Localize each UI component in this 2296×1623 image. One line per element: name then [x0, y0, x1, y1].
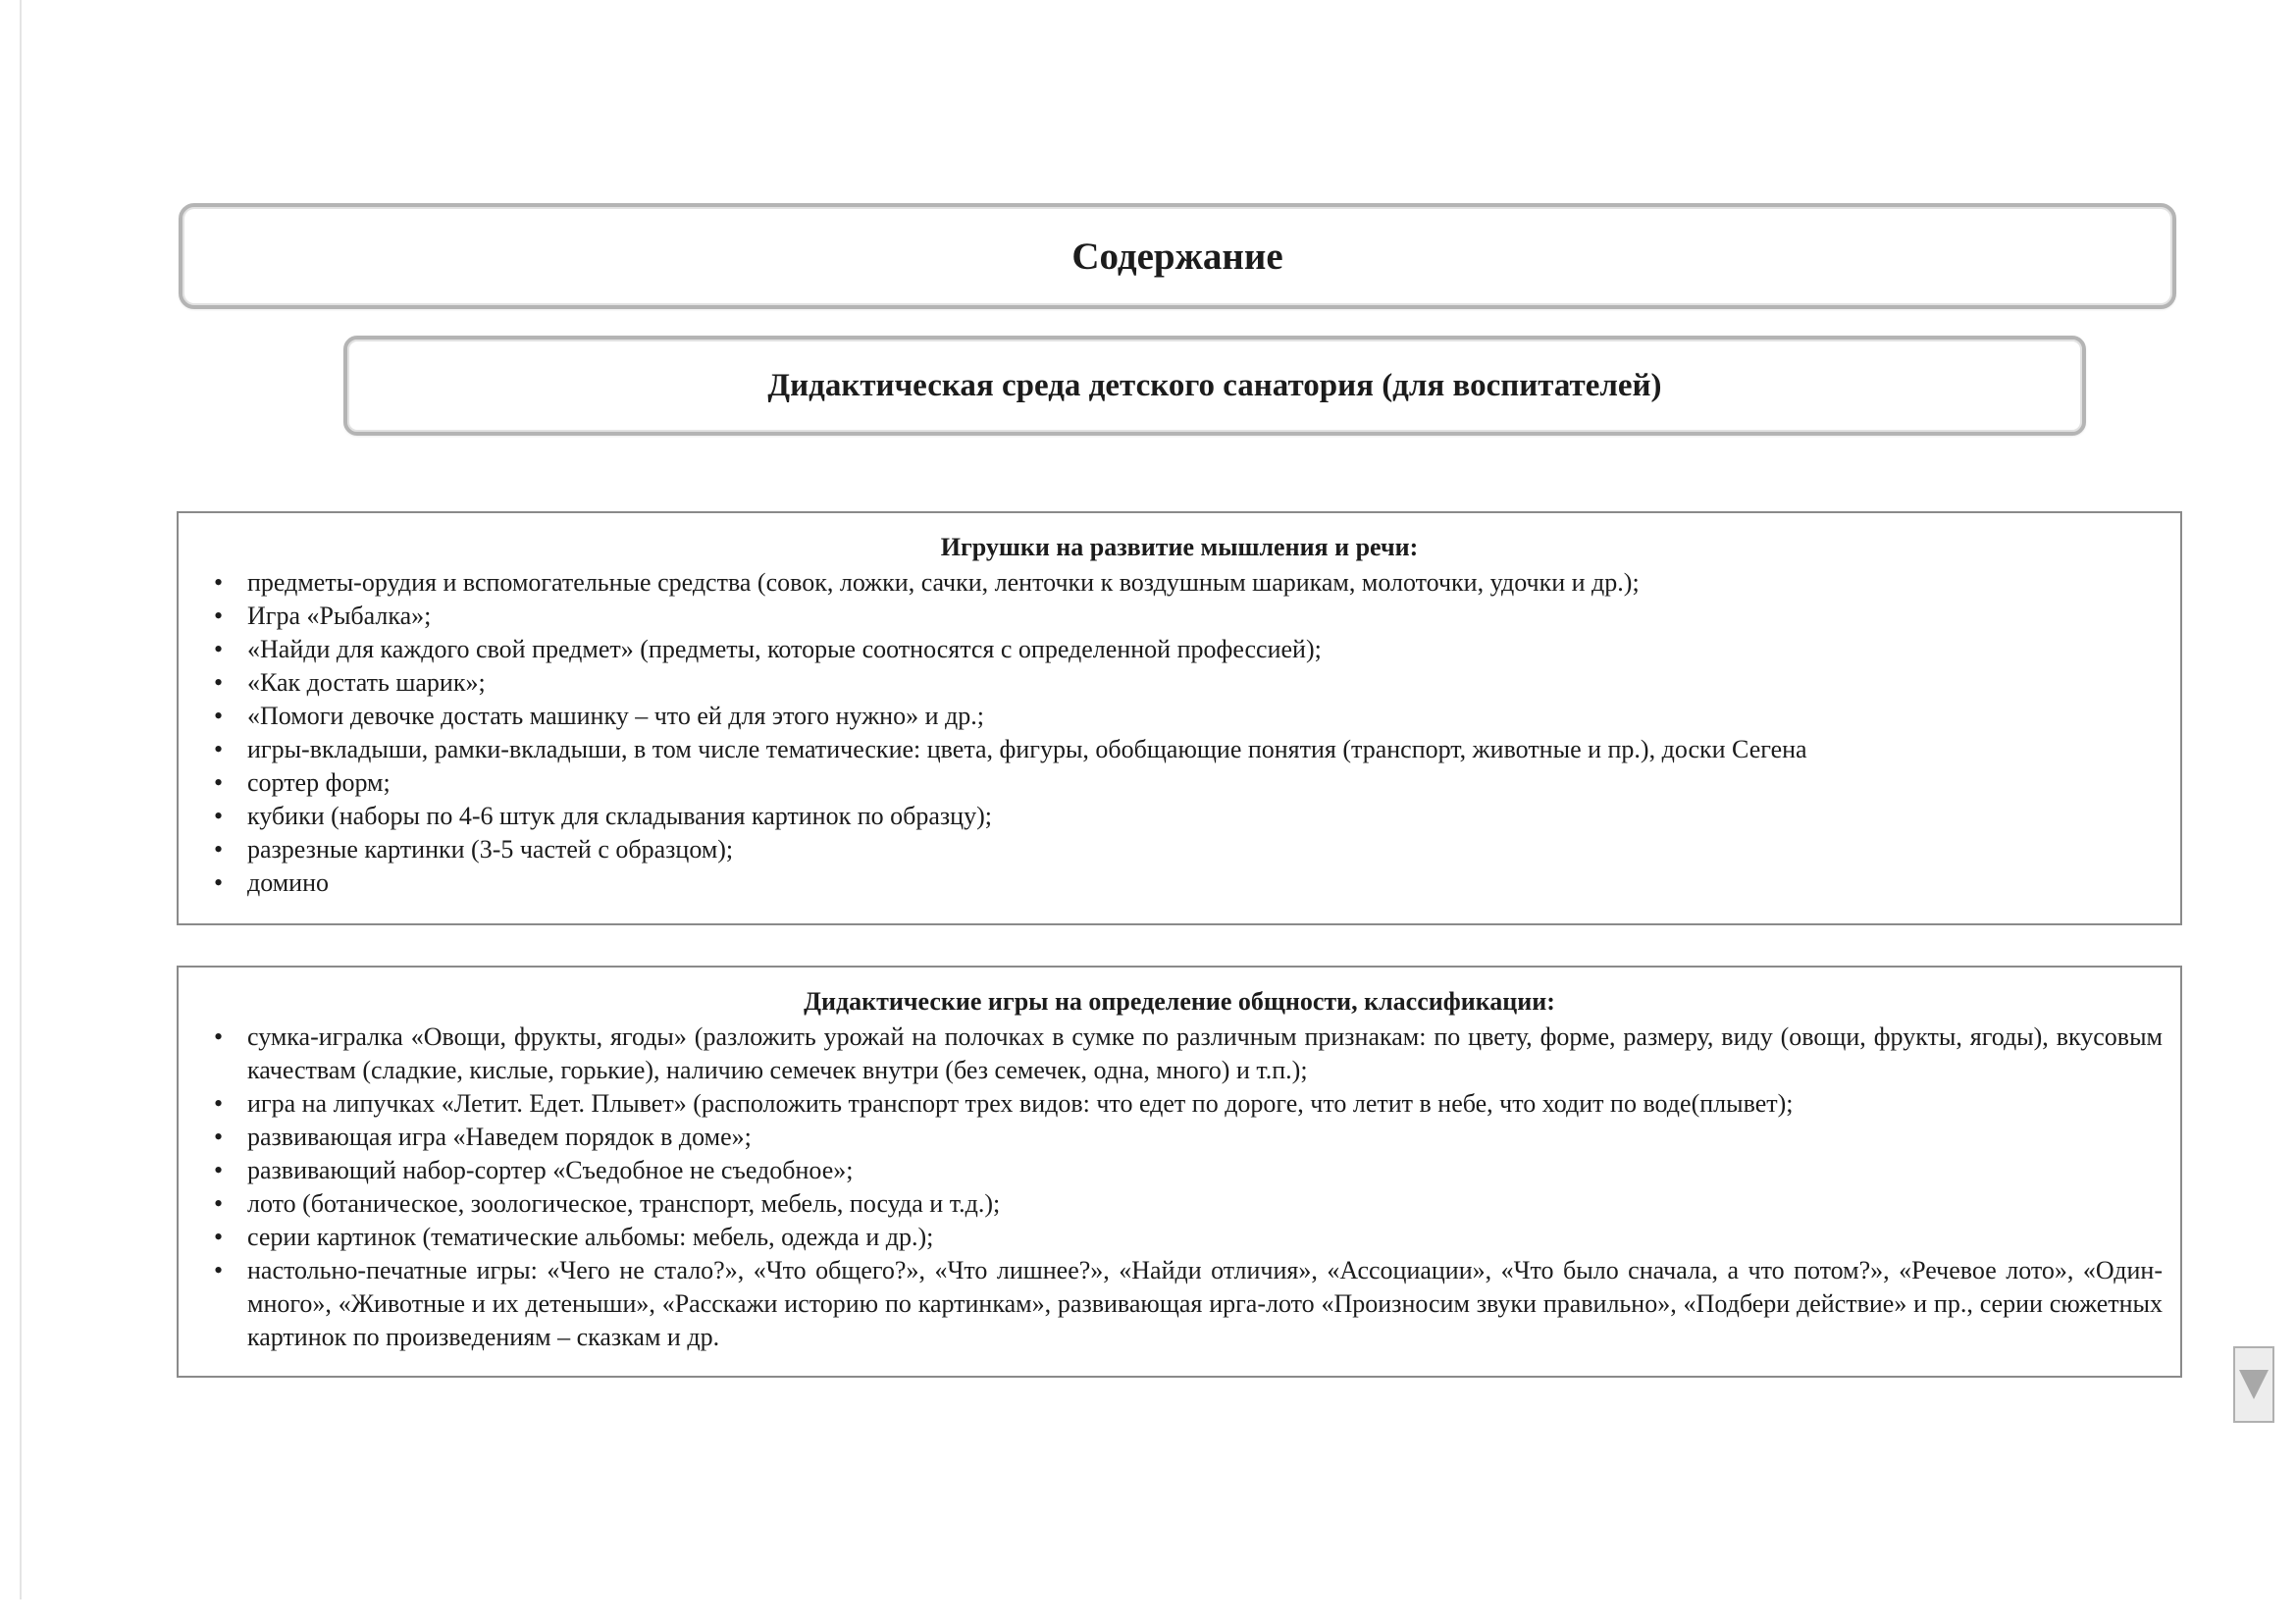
item-list: [196, 566, 2163, 900]
list-item: • игра на липучках «Летит. Едет. Плывет» (расположить транспорт трех видов: что едет по дороге, что летит в небе, что ходит по воде(плывет);: [214, 1089, 1794, 1118]
section-classification: [177, 966, 2182, 1378]
list-item: • предметы-орудия и вспомогательные средства (совок, ложки, сачки, ленточки к воздушным шарикам, молоточки, удочки и др.);: [214, 568, 1640, 597]
list-item: • «Найди для каждого свой предмет» (предметы, которые соотносятся с определенной профессией);: [214, 635, 1322, 663]
section-thinking-speech: [177, 511, 2182, 925]
list-item: • серии картинок (тематические альбомы: мебель, одежда и др.);: [214, 1223, 934, 1251]
page-subtitle: Дидактическая среда детского санатория (для воспитателей): [767, 367, 1662, 403]
list-item: • развивающий набор-сортер «Съедобное не съедобное»;: [214, 1156, 854, 1184]
item-list: [196, 1021, 2163, 1354]
scroll-down-button[interactable]: [2233, 1346, 2274, 1423]
down-arrow-icon: [2239, 1370, 2269, 1399]
page-edge: [20, 0, 22, 1599]
list-item: • Игра «Рыбалка»;: [214, 602, 432, 630]
list-item: • настольно-печатные игры: «Чего не стало?», «Что общего?», «Что лишнее?», «Найди отличия», «Ассоциации», «Что было сначала, а что потом?», «Речевое лото», «Один-много», «Животные и их детеныши», «Расскажи историю по картинкам», развивающая ирга-лото «Произносим звуки правильно», «Подбери действие» и пр., серии сюжетных картинок по произведениям – сказкам и др.: [214, 1256, 2163, 1351]
list-item: • развивающая игра «Наведем порядок в доме»;: [214, 1123, 752, 1151]
title-box: [179, 203, 2176, 309]
list-item: • «Помоги девочке достать машинку – что ей для этого нужно» и др.;: [214, 702, 984, 730]
list-item: • игры-вкладыши, рамки-вкладыши, в том числе тематические: цвета, фигуры, обобщающие понятия (транспорт, животные и пр.), доски Сегена: [214, 735, 1807, 763]
list-item: • сумка-игралка «Овощи, фрукты, ягоды» (разложить урожай на полочках в сумке по различным признакам: по цвету, форме, размеру, виду (овощи, фрукты, ягоды), вкусовым качествам (сладкие, кислые, горькие), наличию семечек внутри (без семечек, одна, много) и т.п.);: [214, 1022, 2163, 1084]
list-item: • домино: [214, 868, 330, 897]
section-heading: Дидактические игры на определение общности, классификации:: [804, 987, 1555, 1016]
list-item: • лото (ботаническое, зоологическое, транспорт, мебель, посуда и т.д.);: [214, 1189, 1001, 1218]
list-item: • «Как достать шарик»;: [214, 668, 486, 697]
section-heading: Игрушки на развитие мышления и речи:: [940, 533, 1419, 561]
list-item: • сортер форм;: [214, 768, 391, 797]
list-item: • разрезные картинки (3-5 частей с образцом);: [214, 835, 734, 864]
page-title: Содержание: [1071, 235, 1283, 278]
subtitle-box: [343, 336, 2086, 436]
list-item: • кубики (наборы по 4-6 штук для складывания картинок по образцу);: [214, 802, 992, 830]
